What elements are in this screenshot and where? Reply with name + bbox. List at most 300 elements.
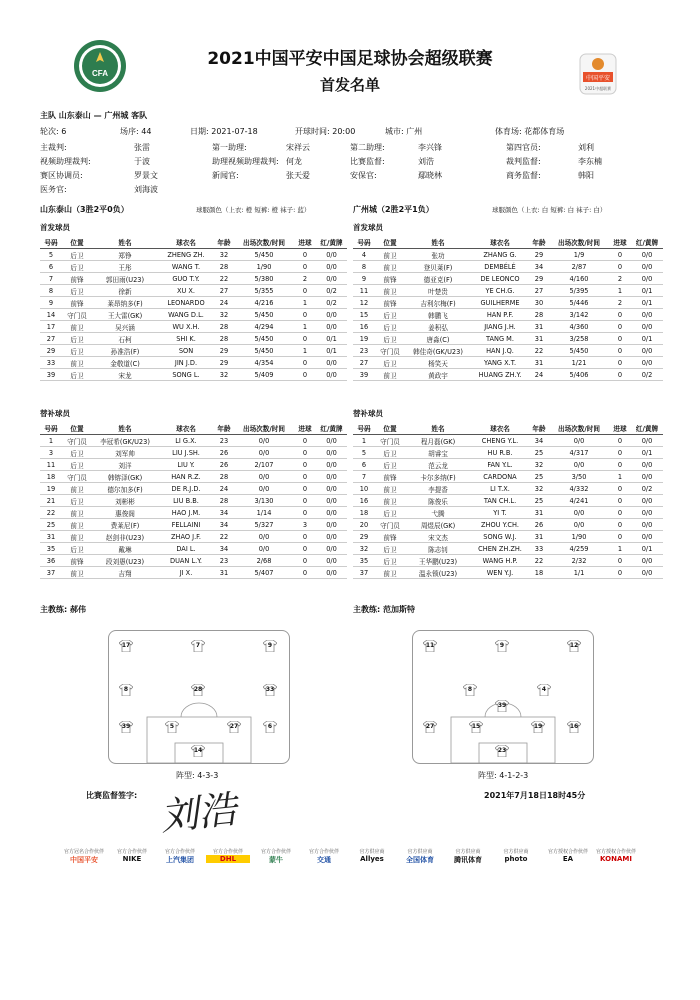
away-starters-table [353, 235, 663, 381]
table-cell: HUANG ZH.Y. [471, 369, 529, 381]
sponsor [206, 848, 250, 863]
table-header-row [353, 235, 663, 249]
table-cell: 32 [529, 483, 549, 495]
table-cell: 0 [609, 519, 631, 531]
table-cell: 1/14 [234, 507, 294, 519]
away-subs-table [353, 421, 663, 579]
table-cell: 李提香 [405, 483, 471, 495]
table-cell: 1 [609, 471, 631, 483]
table-cell: 后卫 [375, 309, 405, 321]
sponsor-name: NIKE [122, 855, 142, 863]
table-cell: 前卫 [375, 495, 405, 507]
away-starters-label: 首发球员 [353, 223, 383, 232]
table-cell: 守门员 [375, 435, 405, 447]
table-cell: 29 [529, 249, 549, 261]
jersey-icon [263, 721, 277, 733]
table-header-row [353, 421, 663, 435]
table-cell: 陈志钊 [405, 543, 471, 555]
table-cell: 4/332 [549, 483, 609, 495]
table-row [40, 309, 347, 321]
table-cell: 22 [529, 345, 549, 357]
table-cell: 0/1 [316, 345, 347, 357]
table-cell: 19 [40, 483, 62, 495]
jersey-icon [119, 684, 133, 696]
table-cell: 徐新 [92, 285, 158, 297]
page-title: 2021中国平安中国足球协会超级联赛 [207, 49, 493, 69]
table-cell: 1 [609, 285, 631, 297]
table-row [353, 519, 663, 531]
col-header: 号码 [40, 421, 62, 435]
away-kit: 球服颜色（上衣: 白 短裤: 白 袜子: 白） [492, 206, 607, 214]
table-cell: 后卫 [62, 261, 92, 273]
jersey-icon [191, 684, 205, 696]
table-cell: 0 [294, 531, 316, 543]
table-cell: 韩鹏飞 [405, 309, 471, 321]
table-cell: 4/259 [549, 543, 609, 555]
table-cell: 33 [529, 543, 549, 555]
sponsor-role: 官方供应商 [503, 849, 529, 855]
home-kit: 球服颜色（上衣: 橙 短裤: 橙 袜子: 蓝） [196, 206, 311, 214]
table-cell: 前卫 [375, 369, 405, 381]
table-cell: 27 [214, 285, 234, 297]
official-name: 李兴锋 [418, 143, 442, 152]
table-cell: 20 [353, 519, 375, 531]
col-header: 球衣名 [158, 421, 214, 435]
col-header: 进球 [294, 235, 316, 249]
cfa-logo-text: CFA [92, 69, 108, 78]
table-cell: 3/142 [549, 309, 609, 321]
sponsor-role: 官方合作伙伴 [308, 849, 339, 855]
col-header: 球衣名 [471, 235, 529, 249]
table-cell: TAN CH.L. [471, 495, 529, 507]
table-row [353, 273, 663, 285]
table-cell: 守门员 [375, 519, 405, 531]
table-cell: JIN J.D. [158, 357, 214, 369]
table-cell: 后卫 [375, 555, 405, 567]
col-header: 姓名 [405, 421, 471, 435]
table-cell: LIU B.B. [158, 495, 214, 507]
table-cell: 0 [609, 507, 631, 519]
table-cell: 17 [40, 321, 62, 333]
table-cell: 5/380 [234, 273, 294, 285]
table-cell: 6 [353, 459, 375, 471]
table-cell: 0 [294, 495, 316, 507]
table-cell: FAN Y.L. [471, 459, 529, 471]
table-cell: TANG M. [471, 333, 529, 345]
table-cell: HAO J.M. [158, 507, 214, 519]
table-cell: 4/216 [234, 297, 294, 309]
home-starters-label: 首发球员 [40, 223, 70, 232]
table-cell: 0 [609, 495, 631, 507]
table-row [40, 471, 347, 483]
table-row [40, 369, 347, 381]
table-cell: CARDONA [471, 471, 529, 483]
sponsor-role: 官方合作伙伴 [212, 849, 243, 855]
home-subs-body [40, 435, 347, 579]
sponsor-name: Allyes [360, 855, 384, 863]
table-cell: 前卫 [375, 249, 405, 261]
official-role: 比赛监督: [350, 157, 385, 166]
table-cell: 前卫 [62, 321, 92, 333]
table-cell: 5/409 [234, 369, 294, 381]
table-row [40, 507, 347, 519]
sponsor-name: DHL [206, 855, 250, 863]
table-cell: 36 [40, 555, 62, 567]
table-cell: HU R.B. [471, 447, 529, 459]
jersey-icon [423, 721, 437, 733]
table-cell: 0/0 [631, 249, 663, 261]
table-cell: 0/2 [631, 483, 663, 495]
official-name: 张雷 [134, 143, 150, 152]
table-row [353, 507, 663, 519]
table-cell: 26 [214, 459, 234, 471]
table-row [40, 543, 347, 555]
jersey-icon [119, 640, 133, 652]
table-cell: 18 [353, 507, 375, 519]
table-cell: 0/0 [316, 309, 347, 321]
table-row [353, 369, 663, 381]
sponsor-role: 官方授权合作伙伴 [595, 849, 636, 855]
col-header: 位置 [62, 235, 92, 249]
official-role: 主裁判: [40, 143, 67, 152]
table-cell: 16 [353, 321, 375, 333]
table-cell: 0/0 [316, 507, 347, 519]
col-header: 年龄 [529, 235, 549, 249]
table-cell: 29 [214, 357, 234, 369]
table-cell: 1/9 [549, 249, 609, 261]
table-cell: 2/87 [549, 261, 609, 273]
sponsor-name: 腾讯体育 [454, 856, 482, 864]
table-cell: 前锋 [62, 555, 92, 567]
table-cell: 29 [214, 345, 234, 357]
table-cell: LEONARDO [158, 297, 214, 309]
table-cell: DE LEONCO [471, 273, 529, 285]
table-cell: 32 [214, 369, 234, 381]
col-header: 出场次数/时间 [234, 421, 294, 435]
table-cell: WANG H.P. [471, 555, 529, 567]
official-role: 助理视频助理裁判: [212, 157, 279, 166]
sponsor [350, 848, 394, 863]
table-row [353, 435, 663, 447]
table-cell: 0/0 [631, 531, 663, 543]
table-cell: 0/1 [316, 333, 347, 345]
table-cell: 5/395 [549, 285, 609, 297]
table-cell: 吉翔 [92, 567, 158, 579]
table-cell: 戴琳 [92, 543, 158, 555]
official-name: 刘海波 [134, 185, 158, 194]
table-cell: 6 [40, 261, 62, 273]
table-cell: 5/450 [234, 333, 294, 345]
table-row [353, 471, 663, 483]
table-cell: GUO T.Y. [158, 273, 214, 285]
table-row [353, 285, 663, 297]
sponsor [110, 848, 154, 863]
jersey-number: 16 [569, 723, 579, 730]
table-cell: 28 [214, 333, 234, 345]
table-cell: 1 [294, 297, 316, 309]
table-cell: 后卫 [375, 447, 405, 459]
sponsor [254, 848, 298, 865]
table-cell: 金敬道(C) [92, 357, 158, 369]
col-header: 姓名 [405, 235, 471, 249]
table-cell: 0/1 [631, 447, 663, 459]
table-row [353, 483, 663, 495]
table-cell: 4/360 [549, 321, 609, 333]
table-cell: 3/50 [549, 471, 609, 483]
table-row [40, 345, 347, 357]
official-name: 宋祥云 [286, 143, 310, 152]
away-starters-body [353, 249, 663, 381]
table-cell: 0 [294, 369, 316, 381]
table-cell: 1/1 [549, 567, 609, 579]
away-pitch [412, 630, 594, 764]
table-cell: 0/0 [234, 435, 294, 447]
jersey-number: 27 [425, 723, 435, 730]
table-cell: 0/0 [631, 555, 663, 567]
sponsor-role: 官方供应商 [407, 849, 433, 855]
table-row [353, 345, 663, 357]
table-cell: 0 [294, 435, 316, 447]
table-row [40, 249, 347, 261]
col-header: 红/黄牌 [631, 421, 663, 435]
table-cell: 1 [294, 321, 316, 333]
table-cell: LIU Y. [158, 459, 214, 471]
jersey-icon [495, 745, 509, 757]
table-cell: 0/2 [316, 285, 347, 297]
table-cell: 守门员 [62, 435, 92, 447]
table-cell: 27 [529, 285, 549, 297]
round-label: 轮次: 6 [40, 127, 67, 136]
table-cell: 宋文杰 [405, 531, 471, 543]
table-row [40, 459, 347, 471]
table-cell: 23 [214, 435, 234, 447]
table-cell: WEN Y.J. [471, 567, 529, 579]
table-cell: 刘军帅 [92, 447, 158, 459]
table-cell: 22 [214, 273, 234, 285]
table-cell: 0/0 [316, 447, 347, 459]
table-row [40, 519, 347, 531]
table-cell: 守门员 [375, 345, 405, 357]
table-cell: 德亚克(F) [405, 273, 471, 285]
table-cell: 宋龙 [92, 369, 158, 381]
away-team-title: 广州城（2胜2平1负） [353, 205, 434, 214]
table-cell: 0 [294, 567, 316, 579]
official-role: 赛区协调员: [40, 171, 83, 180]
col-header: 年龄 [214, 235, 234, 249]
city-label: 城市: 广州 [385, 127, 423, 136]
col-header: 进球 [609, 421, 631, 435]
table-cell: 25 [529, 447, 549, 459]
table-cell: 0 [294, 507, 316, 519]
table-cell: 28 [214, 261, 234, 273]
table-cell: 21 [40, 495, 62, 507]
jersey-number: 9 [267, 642, 273, 649]
table-cell: 后卫 [62, 249, 92, 261]
table-cell: 0/0 [631, 321, 663, 333]
table-cell: 胡睿宝 [405, 447, 471, 459]
sponsor-name: KONAMI [600, 855, 632, 863]
table-cell: 27 [353, 357, 375, 369]
col-header: 出场次数/时间 [549, 421, 609, 435]
col-header: 位置 [375, 235, 405, 249]
official-name: 张天爱 [286, 171, 310, 180]
official-role: 第一助理: [212, 143, 247, 152]
table-cell: 前锋 [375, 531, 405, 543]
table-cell: SHI K. [158, 333, 214, 345]
away-subs-label: 替补球员 [353, 409, 383, 418]
sponsor [546, 848, 590, 863]
sponsor [594, 848, 638, 863]
table-cell: 前锋 [375, 273, 405, 285]
table-cell: 0/0 [316, 471, 347, 483]
table-cell: 31 [529, 333, 549, 345]
col-header: 进球 [294, 421, 316, 435]
jersey-icon [227, 721, 241, 733]
table-cell: 张功 [405, 249, 471, 261]
table-cell: LI T.X. [471, 483, 529, 495]
table-cell: 3 [294, 519, 316, 531]
table-cell: 登贝莱(F) [405, 261, 471, 273]
table-cell: 19 [353, 333, 375, 345]
sponsor-name: 交通 [317, 856, 331, 864]
signature: 刘浩 [158, 787, 239, 839]
jersey-number: 27 [229, 723, 239, 730]
table-row [40, 447, 347, 459]
table-cell: 2/32 [549, 555, 609, 567]
col-header: 姓名 [92, 235, 158, 249]
home-team-title: 山东泰山（3胜2平0负） [40, 205, 129, 214]
col-header: 出场次数/时间 [549, 235, 609, 249]
table-cell: 11 [353, 285, 375, 297]
table-cell: 前锋 [375, 297, 405, 309]
table-cell: 0 [609, 447, 631, 459]
sponsor-name: 蒙牛 [269, 856, 283, 864]
home-starters-body [40, 249, 347, 381]
table-row [353, 531, 663, 543]
official-name: 罗景文 [134, 171, 158, 180]
table-cell: 4 [353, 249, 375, 261]
table-cell: 35 [40, 543, 62, 555]
table-cell: 0/0 [631, 273, 663, 285]
table-cell: 0/0 [549, 459, 609, 471]
home-coach-label: 主教练: [40, 605, 68, 614]
table-cell: 莱昂纳多(F) [92, 297, 158, 309]
table-cell: 前卫 [62, 507, 92, 519]
table-cell: YANG X.T. [471, 357, 529, 369]
table-row [353, 261, 663, 273]
table-cell: JI X. [158, 567, 214, 579]
table-cell: 37 [40, 567, 62, 579]
table-cell: 0/0 [316, 459, 347, 471]
table-cell: 16 [353, 495, 375, 507]
table-cell: 0/0 [631, 309, 663, 321]
official-role: 医务官: [40, 185, 67, 194]
table-row [40, 285, 347, 297]
table-cell: 后卫 [62, 447, 92, 459]
table-cell: 1 [294, 345, 316, 357]
table-cell: 30 [529, 297, 549, 309]
table-cell: 8 [40, 285, 62, 297]
table-row [353, 459, 663, 471]
table-cell: 4/317 [549, 447, 609, 459]
page-subtitle: 首发名单 [319, 76, 380, 94]
table-cell: 0/0 [316, 555, 347, 567]
table-row [40, 333, 347, 345]
table-cell: 0/0 [234, 447, 294, 459]
table-cell: 0 [609, 261, 631, 273]
table-cell: 24 [214, 483, 234, 495]
table-cell: 29 [353, 531, 375, 543]
home-starters-table [40, 235, 347, 381]
official-name: 刘利 [578, 143, 594, 152]
sponsor-name: 中国平安 [70, 856, 98, 864]
table-cell: 0/0 [631, 459, 663, 471]
table-cell: YE CH.G. [471, 285, 529, 297]
table-cell: 0 [294, 483, 316, 495]
table-cell: 陈俊乐 [405, 495, 471, 507]
table-cell: 后卫 [62, 459, 92, 471]
table-row [40, 357, 347, 369]
col-header: 红/黄牌 [316, 421, 347, 435]
sponsor-role: 官方合作伙伴 [116, 849, 147, 855]
table-cell: WU X.H. [158, 321, 214, 333]
table-cell: 赵剑非(U23) [92, 531, 158, 543]
table-cell: 34 [214, 543, 234, 555]
col-header: 进球 [609, 235, 631, 249]
jersey-icon [191, 745, 205, 757]
table-cell: 0/0 [316, 435, 347, 447]
table-cell: 25 [529, 495, 549, 507]
table-header-row [40, 421, 347, 435]
jersey-number: 7 [195, 642, 201, 649]
official-role: 裁判监督: [506, 157, 541, 166]
table-cell: 4/241 [549, 495, 609, 507]
sponsor [60, 848, 108, 865]
table-cell: 韩镕泽(GK) [92, 471, 158, 483]
table-cell: 27 [40, 333, 62, 345]
table-cell: 0/0 [549, 519, 609, 531]
table-cell: GUILHERME [471, 297, 529, 309]
jersey-number: 14 [193, 747, 203, 754]
table-cell: 前卫 [62, 357, 92, 369]
table-cell: 郭田雨(U23) [92, 273, 158, 285]
table-cell: 守门员 [62, 309, 92, 321]
stadium-label: 体育场: 花都体育场 [495, 127, 565, 136]
table-cell: HAN R.Z. [158, 471, 214, 483]
jersey-number: 17 [121, 642, 131, 649]
table-cell: 0/0 [316, 369, 347, 381]
table-cell: 孙准浩(F) [92, 345, 158, 357]
table-cell: SONG W.J. [471, 531, 529, 543]
jersey-icon [119, 721, 133, 733]
jersey-number: 5 [169, 723, 175, 730]
jersey-icon [567, 721, 581, 733]
table-cell: 28 [214, 495, 234, 507]
match-no-label: 场序: 44 [120, 127, 152, 136]
table-row [40, 495, 347, 507]
table-cell: 0/2 [316, 297, 347, 309]
home-formation: 阵型: 4-3-3 [176, 771, 219, 780]
table-cell: 25 [40, 519, 62, 531]
jersey-icon [263, 684, 277, 696]
table-row [353, 333, 663, 345]
table-cell: 德尔加多(F) [92, 483, 158, 495]
sponsor-role: 官方供应商 [359, 849, 385, 855]
table-cell: 0/0 [631, 471, 663, 483]
table-cell: 24 [529, 369, 549, 381]
table-cell: 前卫 [62, 531, 92, 543]
table-cell: 12 [353, 297, 375, 309]
